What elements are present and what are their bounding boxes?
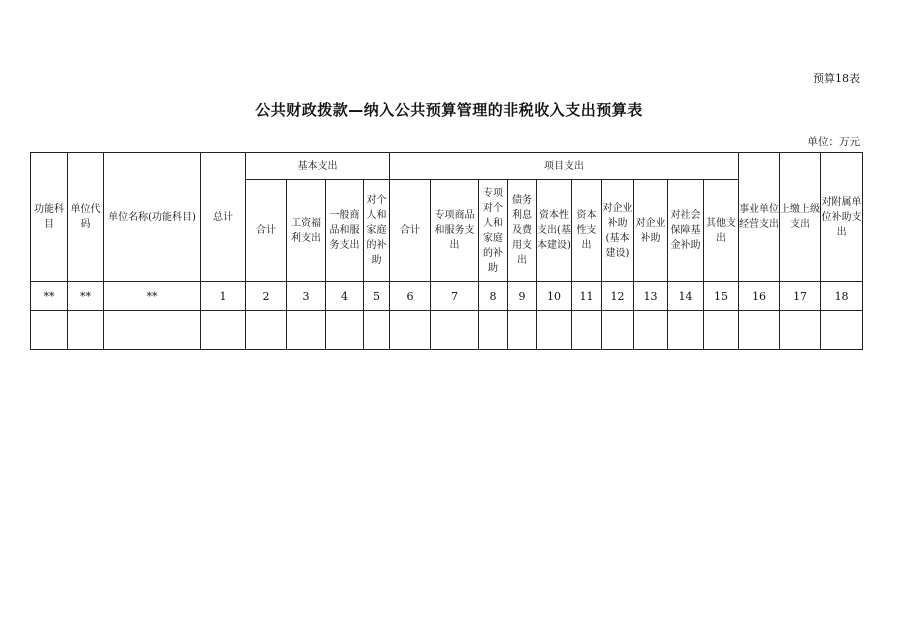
form-number: 预算18表 xyxy=(813,72,860,85)
empty-cell xyxy=(634,311,668,350)
empty-cell xyxy=(431,311,479,350)
column-number: ** xyxy=(31,282,68,311)
project-col-header: 债务利息及费用支出 xyxy=(508,180,537,282)
project-col-header: 专项对个人和家庭的补助 xyxy=(479,180,508,282)
header-business-expenditure: 事业单位经营支出 xyxy=(739,153,780,282)
empty-cell xyxy=(668,311,704,350)
column-number: 13 xyxy=(634,282,668,311)
project-col-header: 对企业补助(基本建设) xyxy=(602,180,634,282)
empty-cell xyxy=(479,311,508,350)
empty-cell xyxy=(364,311,390,350)
column-number: ** xyxy=(68,282,104,311)
column-number: 14 xyxy=(668,282,704,311)
column-number-row xyxy=(31,282,863,311)
project-col-header: 其他支出 xyxy=(704,180,739,282)
basic-col-header: 合计 xyxy=(246,180,287,282)
header-basic-expenditure: 基本支出 xyxy=(246,153,390,180)
header-total: 总计 xyxy=(201,153,246,282)
column-number: 17 xyxy=(780,282,821,311)
column-number: 8 xyxy=(479,282,508,311)
page-title: 公共财政拨款—纳入公共预算管理的非税收入支出预算表 xyxy=(255,101,643,119)
project-col-header: 对企业补助 xyxy=(634,180,668,282)
column-number: 6 xyxy=(390,282,431,311)
empty-data-row xyxy=(31,311,863,350)
column-number: 9 xyxy=(508,282,537,311)
project-col-header: 对社会保障基金补助 xyxy=(668,180,704,282)
empty-cell xyxy=(537,311,572,350)
project-col-header: 合计 xyxy=(390,180,431,282)
basic-col-header: 对个人和家庭的补助 xyxy=(364,180,390,282)
empty-cell xyxy=(104,311,201,350)
column-number: 5 xyxy=(364,282,390,311)
empty-cell xyxy=(572,311,602,350)
column-number: 12 xyxy=(602,282,634,311)
header-subsidiary-subsidy: 对附属单位补助支出 xyxy=(821,153,863,282)
budget-table xyxy=(30,152,863,350)
column-number: 3 xyxy=(287,282,326,311)
project-col-header: 资本性支出 xyxy=(572,180,602,282)
unit-label: 单位：万元 xyxy=(807,136,860,148)
empty-cell xyxy=(390,311,431,350)
empty-cell xyxy=(326,311,364,350)
header-upper-payment: 上缴上级支出 xyxy=(780,153,821,282)
header-unit-code: 单位代码 xyxy=(68,153,104,282)
empty-cell xyxy=(246,311,287,350)
empty-cell xyxy=(739,311,780,350)
column-number: 11 xyxy=(572,282,602,311)
empty-cell xyxy=(602,311,634,350)
column-number: 2 xyxy=(246,282,287,311)
column-number: 18 xyxy=(821,282,863,311)
header-unit-name: 单位名称(功能科目) xyxy=(104,153,201,282)
project-col-header: 专项商品和服务支出 xyxy=(431,180,479,282)
empty-cell xyxy=(31,311,68,350)
column-number: 1 xyxy=(201,282,246,311)
empty-cell xyxy=(821,311,863,350)
basic-col-header: 一般商品和服务支出 xyxy=(326,180,364,282)
empty-cell xyxy=(508,311,537,350)
column-number: 10 xyxy=(537,282,572,311)
column-number: 16 xyxy=(739,282,780,311)
empty-cell xyxy=(780,311,821,350)
column-number: 4 xyxy=(326,282,364,311)
column-number: 15 xyxy=(704,282,739,311)
header-project-expenditure: 项目支出 xyxy=(390,153,739,180)
column-number: ** xyxy=(104,282,201,311)
header-func-subject: 功能科目 xyxy=(31,153,68,282)
project-col-header: 资本性支出(基本建设) xyxy=(537,180,572,282)
basic-col-header: 工资福利支出 xyxy=(287,180,326,282)
column-number: 7 xyxy=(431,282,479,311)
empty-cell xyxy=(68,311,104,350)
empty-cell xyxy=(201,311,246,350)
empty-cell xyxy=(287,311,326,350)
empty-cell xyxy=(704,311,739,350)
